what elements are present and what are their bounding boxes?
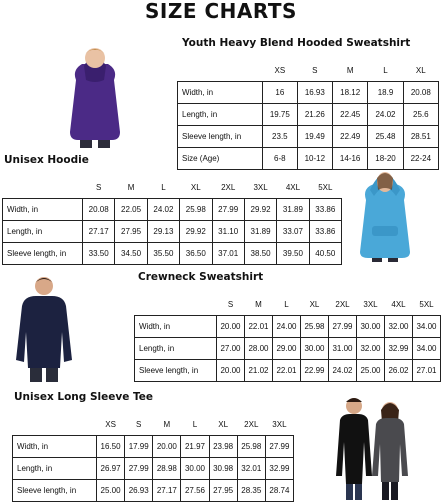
crewneck-photo [12,272,76,382]
table-cell: 17.99 [125,436,153,458]
size-header: 4XL [391,300,406,309]
table-cell: 22.01 [273,360,301,382]
table-cell: 22.01 [245,316,273,338]
table-cell: 20.08 [403,82,438,104]
table-cell: 28.35 [237,480,265,502]
row-label: Sleeve length, in [135,360,217,382]
table-cell: 21.97 [181,436,209,458]
table-cell: 29.13 [147,221,179,243]
table-cell: 22-24 [403,148,438,170]
table-row [178,104,439,126]
size-header: S [96,183,102,192]
row-label: Length, in [178,104,263,126]
table-header-row [3,177,342,199]
table-cell: 39.50 [277,243,309,265]
table-header-row [178,60,439,82]
table-cell: 28.00 [245,338,273,360]
table-row [3,243,342,265]
table-cell: 16.93 [297,82,332,104]
crewneck-section-title: Crewneck Sweatshirt [138,271,264,283]
table-cell: 28.51 [403,126,438,148]
table-cell: 29.92 [244,199,276,221]
table-cell: 25.48 [368,126,403,148]
size-header: S [227,300,234,309]
table-cell: 27.99 [329,316,357,338]
table-cell: 34.00 [413,316,441,338]
table-cell: 32.99 [265,458,293,480]
table-cell: 20.08 [83,199,115,221]
table-row [3,199,342,221]
size-header: L [161,183,166,192]
table-cell: 27.17 [83,221,115,243]
size-header: S [136,420,142,429]
table-cell: 32.00 [385,316,413,338]
youth-section-title: Youth Heavy Blend Hooded Sweatshirt [182,37,411,49]
table-cell: 33.07 [277,221,309,243]
table-cell: 34.50 [115,243,147,265]
table-cell: 27.56 [181,480,209,502]
table-cell: 20.00 [217,360,245,382]
table-cell: 33.86 [309,199,341,221]
row-label: Length, in [135,338,217,360]
table-cell: 24.02 [329,360,357,382]
size-header: S [312,66,318,75]
table-cell: 36.50 [180,243,212,265]
table-cell: 32.01 [237,458,265,480]
table-cell: 26.97 [97,458,125,480]
table-row [178,82,439,104]
size-header: M [163,420,171,429]
table-cell: 16.50 [97,436,125,458]
table-cell: 18.9 [368,82,403,104]
hoodie-size-table [2,177,342,265]
table-cell: 27.99 [212,199,244,221]
table-cell: 33.86 [309,221,341,243]
table-row [13,458,294,480]
size-header: L [383,66,388,75]
table-cell: 25.00 [357,360,385,382]
table-cell: 30.00 [301,338,329,360]
women-hoodie-photo [352,160,418,262]
size-header: XL [218,420,229,429]
table-cell: 32.99 [385,338,413,360]
table-cell: 20.00 [153,436,181,458]
table-cell: 24.00 [273,316,301,338]
longsleeve-photo [322,392,422,500]
table-cell: 40.50 [309,243,341,265]
table-cell: 21.02 [245,360,273,382]
table-cell: 34.00 [413,338,441,360]
size-header: L [192,420,198,429]
table-row [3,221,342,243]
page-title: SIZE CHARTS [145,0,297,23]
table-cell: 31.00 [329,338,357,360]
row-label: Length, in [13,458,97,480]
table-cell: 30.00 [357,316,385,338]
longsleeve-size-table [12,414,294,502]
table-cell: 22.45 [333,104,368,126]
row-label: Size (Age) [178,148,263,170]
row-label: Width, in [178,82,263,104]
size-header: 4XL [285,183,301,192]
row-label: Length, in [3,221,83,243]
size-header: 5XL [318,183,333,192]
table-cell: 22.49 [333,126,368,148]
table-cell: 37.01 [212,243,244,265]
table-cell: 27.99 [265,436,293,458]
row-label: Width, in [3,199,83,221]
table-cell: 29.92 [180,221,212,243]
table-cell: 26.02 [385,360,413,382]
table-cell: 29.00 [273,338,301,360]
table-row [178,126,439,148]
table-cell: 19.75 [263,104,298,126]
size-header: XL [309,300,320,309]
table-cell: 27.00 [217,338,245,360]
size-header: XS [274,66,286,75]
table-cell: 20.00 [217,316,245,338]
table-cell: 27.17 [153,480,181,502]
crewneck-size-table [134,294,441,382]
table-cell: 18-20 [368,148,403,170]
table-header-row [135,294,441,316]
table-cell: 26.93 [125,480,153,502]
size-header: 3XL [272,420,287,429]
row-label: Width, in [13,436,97,458]
size-header: 3XL [363,300,378,309]
table-cell: 6-8 [263,148,298,170]
table-cell: 31.89 [244,221,276,243]
table-cell: 21.26 [297,104,332,126]
row-label: Sleeve length, in [3,243,83,265]
table-cell: 35.50 [147,243,179,265]
row-label: Width, in [135,316,217,338]
table-header-row [13,414,294,436]
table-row [13,480,294,502]
table-cell: 24.02 [368,104,403,126]
table-cell: 28.74 [265,480,293,502]
youth-hoodie-photo [64,40,126,148]
longsleeve-section-title: Unisex Long Sleeve Tee [14,391,153,403]
size-header: 2XL [335,300,350,309]
table-cell: 25.98 [301,316,329,338]
size-header: L [284,300,289,309]
table-cell: 25.98 [237,436,265,458]
table-cell: 27.99 [125,458,153,480]
size-header: M [127,183,135,192]
table-row [135,360,441,382]
size-header: 3XL [253,183,268,192]
hoodie-section-title: Unisex Hoodie [4,154,89,166]
table-cell: 18.12 [333,82,368,104]
table-cell: 25.98 [180,199,212,221]
table-cell: 10-12 [297,148,332,170]
table-cell: 27.01 [413,360,441,382]
table-cell: 31.10 [212,221,244,243]
table-cell: 23.5 [263,126,298,148]
row-label: Sleeve length, in [178,126,263,148]
table-row [13,436,294,458]
table-cell: 30.00 [181,458,209,480]
table-cell: 30.98 [209,458,237,480]
table-cell: 22.99 [301,360,329,382]
size-header: XL [415,66,426,75]
size-header: XL [190,183,201,192]
size-header: M [255,300,262,309]
table-cell: 27.95 [115,221,147,243]
size-header: 2XL [244,420,259,429]
table-row [135,316,441,338]
table-cell: 23.98 [209,436,237,458]
size-header: 2XL [221,183,236,192]
table-cell: 19.49 [297,126,332,148]
table-cell: 33.50 [83,243,115,265]
row-label: Sleeve length, in [13,480,97,502]
table-cell: 16 [263,82,298,104]
table-cell: 38.50 [244,243,276,265]
size-header: 5XL [419,300,434,309]
table-cell: 14-16 [333,148,368,170]
table-cell: 25.00 [97,480,125,502]
youth-size-table [177,60,439,170]
table-cell: 27.95 [209,480,237,502]
table-cell: 31.89 [277,199,309,221]
table-cell: 28.98 [153,458,181,480]
table-cell: 22.05 [115,199,147,221]
table-cell: 25.6 [403,104,438,126]
table-cell: 24.02 [147,199,179,221]
size-header: M [346,66,354,75]
table-cell: 32.00 [357,338,385,360]
size-header: XS [105,420,116,429]
table-row [135,338,441,360]
